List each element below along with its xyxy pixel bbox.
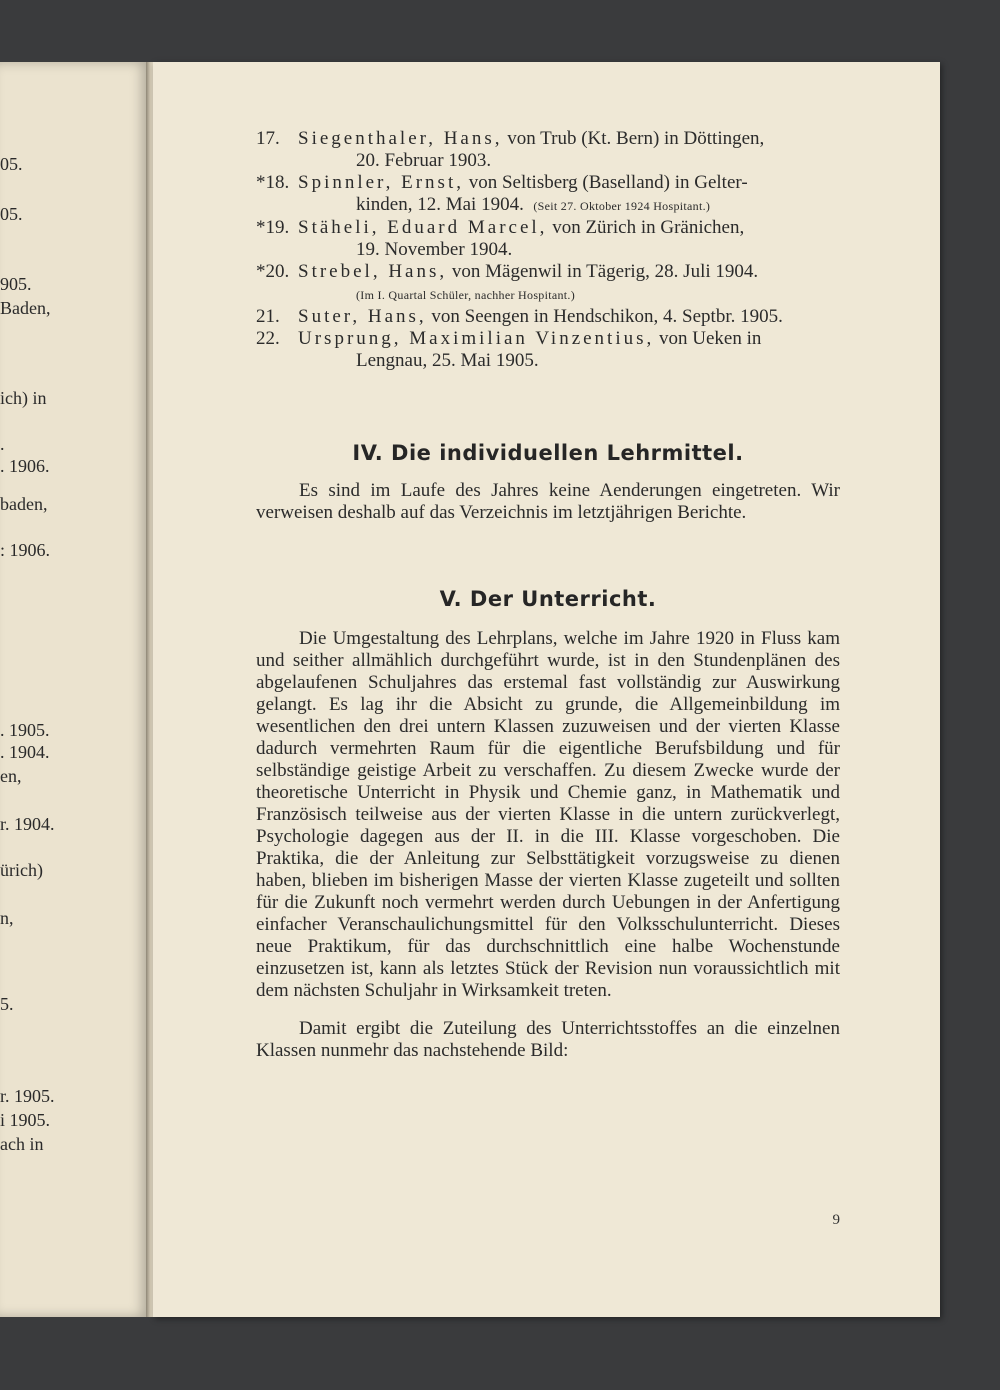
student-entry: [256, 306, 840, 328]
student-entry: [256, 217, 840, 261]
entry-details: von Seengen in Hendschikon, 4. Septbr. 1905.: [431, 306, 783, 327]
left-fragment: . 1906.: [0, 456, 50, 476]
entry-continuation: 19. November 1904.: [356, 239, 513, 260]
left-fragment: r. 1904.: [0, 814, 55, 834]
entry-name: Siegenthaler, Hans,: [298, 128, 503, 149]
left-fragment: n,: [0, 908, 14, 928]
entry-number: 21.: [256, 306, 280, 327]
student-entry: [256, 261, 840, 306]
entry-name: Ursprung, Maximilian Vinzentius,: [298, 328, 655, 349]
left-fragment: .: [0, 434, 5, 454]
entry-continuation: 20. Februar 1903.: [356, 150, 492, 171]
left-fragment: Baden,: [0, 298, 51, 318]
left-fragment: ich) in: [0, 388, 47, 408]
left-fragment: . 1905.: [0, 720, 50, 740]
section-paragraph: Es sind im Laufe des Jahres keine Aenderungen eingetreten. Wir verweisen deshalb auf das Verzeichnis im letztjährigen Berichte.: [256, 480, 840, 523]
entry-details: von Mägenwil in Tägerig, 28. Juli 1904.: [451, 261, 759, 282]
entry-details: von Seltisberg (Baselland) in Gelter-: [468, 172, 748, 193]
left-fragment: 05.: [0, 154, 23, 174]
left-fragment: 5.: [0, 994, 14, 1014]
entry-continuation: Lengnau, 25. Mai 1905.: [356, 350, 539, 371]
entry-name: Suter, Hans,: [298, 306, 427, 327]
entry-details: von Ueken in: [659, 328, 762, 349]
entry-number: *19.: [256, 217, 290, 238]
left-fragment: en,: [0, 766, 22, 786]
entry-number: *18.: [256, 172, 290, 193]
entry-number: 22.: [256, 328, 280, 349]
left-fragment: 05.: [0, 204, 23, 224]
page-content: [256, 128, 840, 1062]
student-entry: [256, 128, 840, 172]
entry-continuation-text: kinden, 12. Mai 1904.: [356, 194, 524, 215]
student-entry: [256, 172, 840, 217]
left-fragment: r. 1905.: [0, 1086, 55, 1106]
right-page: [153, 62, 940, 1317]
left-page: [0, 62, 150, 1317]
entry-name: Stäheli, Eduard Marcel,: [298, 217, 548, 238]
section-heading-unterricht: V. Der Unterricht.: [439, 587, 657, 611]
left-fragment: i 1905.: [0, 1110, 51, 1130]
entry-name: Spinnler, Ernst,: [298, 172, 464, 193]
left-fragment: 905.: [0, 274, 32, 294]
left-fragment: ürich): [0, 860, 43, 880]
entry-note: (Seit 27. Oktober 1924 Hospitant.): [533, 199, 711, 213]
section-paragraph: Damit ergibt die Zuteilung des Unterrichtsstoffes an die einzelnen Klassen nunmehr das nachstehende Bild:: [256, 1018, 840, 1061]
entry-continuation: [298, 283, 840, 306]
left-fragment: : 1906.: [0, 540, 51, 560]
entry-continuation: [298, 194, 840, 217]
entry-details: von Zürich in Gränichen,: [552, 217, 745, 238]
left-fragment: ach in: [0, 1134, 44, 1154]
section-paragraph: Die Umgestaltung des Lehrplans, welche im Jahre 1920 in Fluss kam und seither allmählich durchgeführt wurde, ist in den Stundenplänen des abgelaufenen Schuljahres das erstemal fast vollständig zur Auswirkung gelangt. Es lag ihr die Absicht zu grunde, die Allgemeinbildung im wesentlichen den drei untern Klassen zuzuweisen und der vierten Klasse dadurch vermehrten Raum für die eigentliche Berufsbildung und für selbständige geistige Arbeit zu verschaffen. Zu diesem Zwecke wurde der theoretische Unterricht in Physik und Chemie ganz, in Mathematik und Französisch teilweise aus der vierten Klasse in die untern zurückverlegt, Psychologie dagegen aus der II. in die III. Klasse vorgeschoben. Die Praktika, die der Anleitung zur Selbsttätigkeit vorzugsweise zu dienen haben, blieben im bisherigen Masse der vierten Klasse zugeteilt und sollten für die Zukunft noch vermehrt werden durch Uebungen in der Anfertigung einfacher Veranschaulichungsmittel für den Volksschulunterricht. Dieses neue Praktikum, für das durchschnittlich eine halbe Wochenstunde einzusetzen ist, kann als letztes Stück der Revision nun voraussichtlich mit dem nächsten Schuljahr in Wirksamkeit treten.: [256, 628, 840, 1001]
section-heading-lehrmittel: IV. Die individuellen Lehrmittel.: [352, 441, 744, 465]
left-fragment: baden,: [0, 494, 48, 514]
page-number: 9: [832, 1212, 840, 1228]
left-fragment: . 1904.: [0, 742, 50, 762]
entry-number: *20.: [256, 261, 290, 282]
entry-note: (Im I. Quartal Schüler, nachher Hospitant.): [356, 288, 576, 302]
student-entry: [256, 328, 840, 372]
entry-details: von Trub (Kt. Bern) in Döttingen,: [507, 128, 765, 149]
entry-name: Strebel, Hans,: [298, 261, 448, 282]
entry-number: 17.: [256, 128, 280, 149]
